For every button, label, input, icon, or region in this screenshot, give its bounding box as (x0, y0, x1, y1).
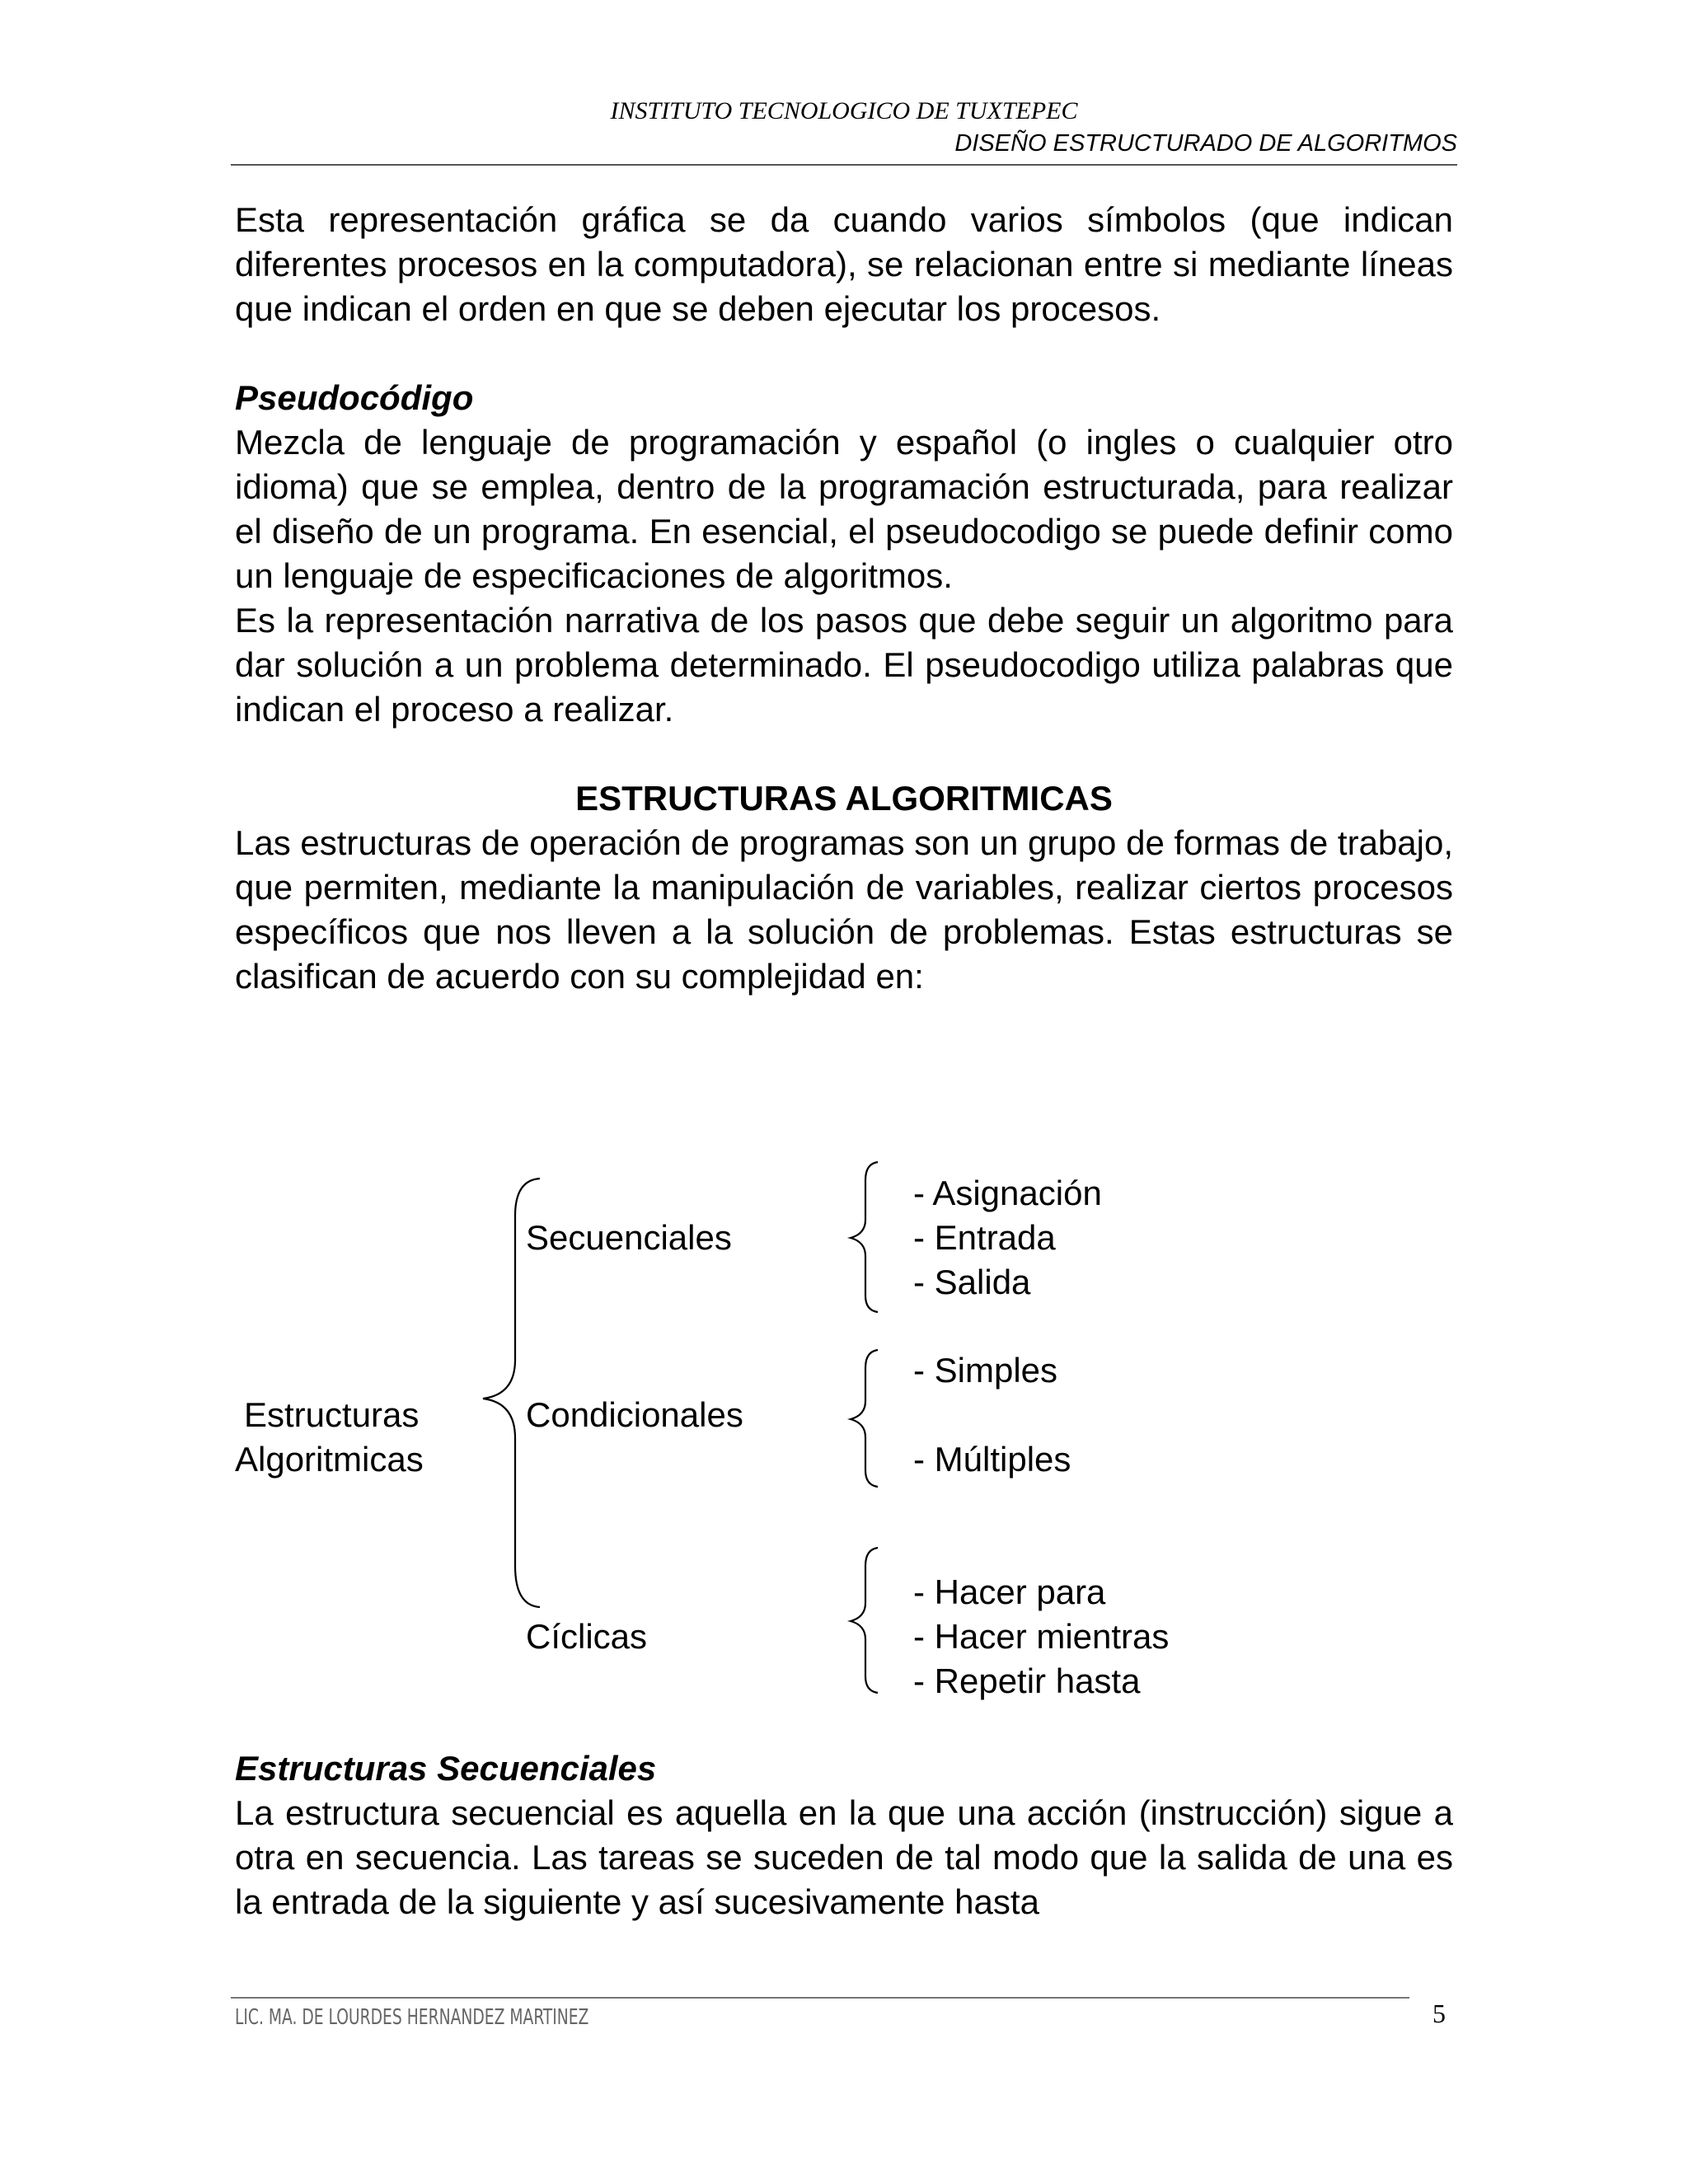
diagram-root-line2: Algoritmicas (235, 1440, 424, 1479)
category-ciclicas: Cíclicas (526, 1617, 648, 1656)
item-hacer-para: - Hacer para (913, 1572, 1106, 1611)
brace-condicionales (851, 1350, 878, 1487)
structures-paragraph: Las estructuras de operación de programas son un grupo de formas de trabajo, que permiten, mediante la manipulación de variables, realizar ciertos procesos específicos que nos lleven a la solución de problemas. Estas estructuras se clasifican de acuerdo con su complejidad en: (235, 823, 1453, 996)
header-course: DISEÑO ESTRUCTURADO DE ALGORITMOS (954, 130, 1457, 157)
header-institution: INSTITUTO TECNOLOGICO DE TUXTEPEC (610, 97, 1078, 124)
item-repetir-hasta: - Repetir hasta (913, 1661, 1141, 1700)
footer-rule (231, 1997, 1409, 1999)
footer-page-number: 5 (1432, 1999, 1446, 2028)
footer-author: LIC. MA. DE LOURDES HERNANDEZ MARTINEZ (235, 2005, 589, 2030)
category-secuenciales: Secuenciales (526, 1218, 732, 1257)
brace-secuenciales (851, 1162, 878, 1312)
pseudocode-paragraph-2: Es la representación narrativa de los pasos que debe seguir un algoritmo para dar solución a un problema determinado. El pseudocodigo utiliza palabras que indican el proceso a realizar. (235, 601, 1453, 729)
item-entrada: - Entrada (913, 1218, 1056, 1257)
item-multiples: - Múltiples (913, 1440, 1071, 1479)
structures-heading: ESTRUCTURAS ALGORITMICAS (575, 779, 1113, 818)
category-condicionales: Condicionales (526, 1395, 743, 1434)
item-asignacion: - Asignación (913, 1174, 1102, 1212)
item-simples: - Simples (913, 1351, 1058, 1390)
sequential-paragraph: La estructura secuencial es aquella en la que una acción (instrucción) sigue a otra en secuencia. Las tareas se suceden de tal modo que la salida de una es la entrada de la siguiente y así sucesivamente hasta (235, 1793, 1453, 1921)
pseudocode-paragraph-1: Mezcla de lenguaje de programación y español (o ingles o cualquier otro idioma) que se emplea, dentro de la programación estructurada, para realizar el diseño de un programa. En esencial, el pseudocodigo se puede definir como un lenguaje de especificaciones de algoritmos. (235, 423, 1453, 595)
sequential-heading: Estructuras Secuenciales (235, 1749, 657, 1788)
pseudocode-heading: Pseudocódigo (235, 378, 474, 417)
diagram-root-line1: Estructuras (244, 1395, 420, 1434)
body-lower (235, 1746, 1453, 1924)
brace-main (483, 1179, 540, 1607)
item-salida: - Salida (913, 1263, 1031, 1301)
brace-ciclicas (851, 1548, 878, 1693)
item-hacer-mientras: - Hacer mientras (913, 1617, 1170, 1656)
intro-paragraph: Esta representación gráfica se da cuando varios símbolos (que indican diferentes procesos en la computadora), se relacionan entre si mediante líneas que indican el orden en que se deben ejecutar los procesos. (235, 200, 1453, 328)
